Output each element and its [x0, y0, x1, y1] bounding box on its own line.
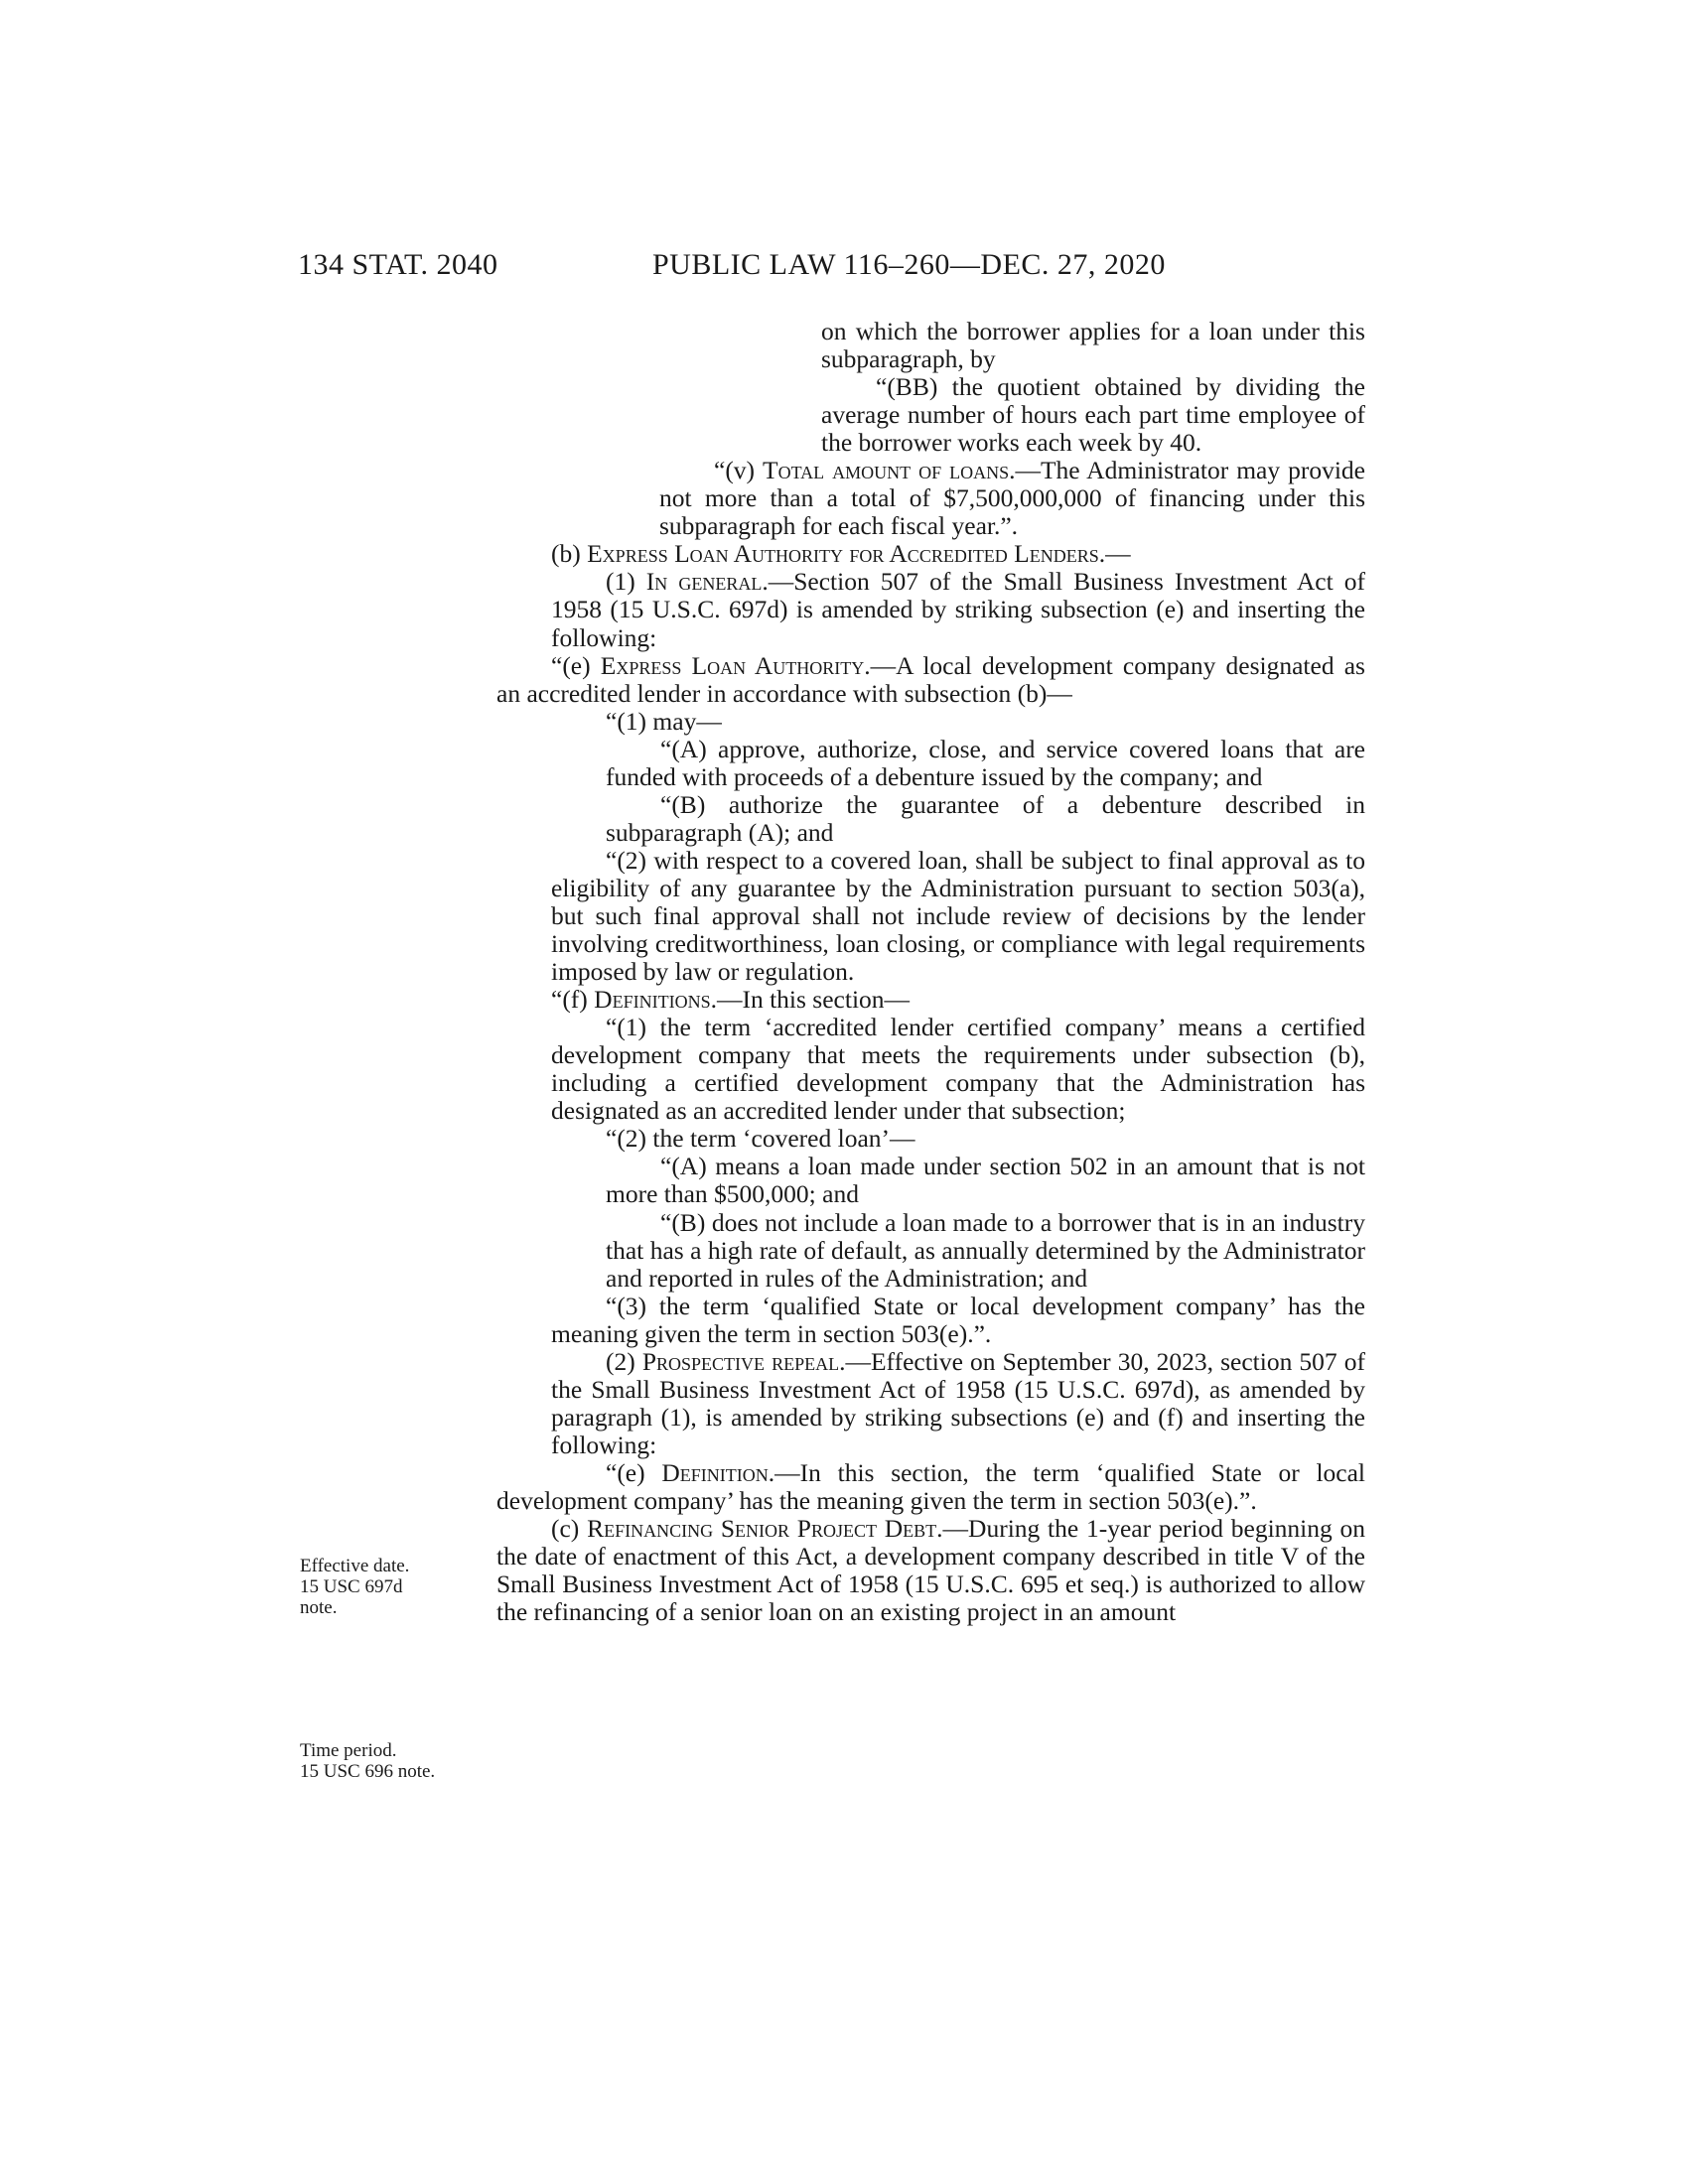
margin-note-line: 15 USC 697d	[300, 1576, 403, 1597]
paragraph-text: .—Section 507 of the Small Business Investment Act of 1958 (15 U.S.C. 697d) is amended by striking subsection (e) and inserting the following:	[551, 567, 1365, 652]
paragraph-prefix: “(e)	[551, 650, 601, 680]
document-body	[496, 318, 1365, 1626]
paragraph-prospective-repeal	[496, 1348, 1365, 1459]
margin-note-time-period	[300, 1740, 479, 1782]
paragraph-heading: Refinancing Senior Project Debt	[587, 1514, 937, 1544]
paragraph-heading: Prospective repeal	[641, 1346, 840, 1376]
margin-note-line: 15 USC 696 note.	[300, 1761, 436, 1782]
paragraph: “(A) means a loan made under section 502 in an amount that is not more than $500,000; and	[606, 1152, 1365, 1209]
margin-note-effective-date	[300, 1556, 479, 1618]
paragraph-heading: In general	[645, 567, 763, 597]
paragraph-refinancing-senior-project-debt	[496, 1515, 1365, 1626]
paragraph-prefix: (1)	[606, 567, 646, 597]
paragraph-heading: Express Loan Authority	[600, 650, 865, 680]
paragraph-text: .—	[1098, 539, 1131, 569]
paragraph-heading: Total amount of loans	[763, 456, 1010, 485]
margin-note-line: Effective date.	[300, 1556, 410, 1576]
paragraph-text: .—Effective on September 30, 2023, section 507 of the Small Business Investment Act of 1958 (15 U.S.C. 697d), as amended by paragraph (1), is amended by striking subsections (e) and (f) and inserting the following:	[551, 1346, 1365, 1459]
paragraph-prefix: (2)	[606, 1346, 642, 1376]
paragraph: “(1) may—	[606, 706, 722, 736]
margin-note-line: Time period.	[300, 1740, 397, 1761]
paragraph: “(3) the term ‘qualified State or local development company’ has the meaning given the term in section 503(e).”.	[551, 1291, 1365, 1348]
paragraph: “(BB) the quotient obtained by dividing the average number of hours each part time employee of the borrower works each week by 40.	[821, 372, 1365, 458]
paragraph-text: .—The Administrator may provide not more than a total of $7,500,000,000 of financing under this subparagraph for each fiscal year.”.	[659, 456, 1365, 541]
section-b-heading	[496, 540, 1365, 568]
paragraph-definitions	[496, 986, 1365, 1014]
stat-reference: 134 STAT. 2040	[298, 248, 498, 281]
paragraph-heading: Definition	[661, 1457, 769, 1487]
paragraph-total-amount-of-loans	[496, 457, 1365, 540]
margin-note-line: note.	[300, 1597, 338, 1618]
paragraph-in-general	[496, 568, 1365, 651]
paragraph-prefix: “(e)	[606, 1457, 662, 1487]
paragraph: “(A) approve, authorize, close, and service covered loans that are funded with proceeds of a debenture issued by the company; and	[606, 734, 1365, 791]
paragraph: “(2) the term ‘covered loan’—	[606, 1124, 915, 1154]
paragraph-prefix: (c)	[551, 1514, 588, 1544]
paragraph-text: .—During the 1-year period beginning on the date of enactment of this Act, a development company described in title V of the Small Business Investment Act of 1958 (15 U.S.C. 695 et seq.) is authorized to allow the refinancing of a senior loan on an existing project in an amount	[496, 1514, 1365, 1627]
paragraph-text: .—A local development company designated as an accredited lender in accordance with subsection (b)—	[496, 650, 1365, 708]
paragraph-heading: Express Loan Authority for Accredited Lenders	[587, 539, 1099, 569]
paragraph: on which the borrower applies for a loan under this subparagraph, by	[821, 317, 1365, 374]
page-header	[0, 248, 1688, 288]
paragraph-text: .—In this section, the term ‘qualified State or local development company’ has the meaning given the term in section 503(e).”.	[496, 1457, 1365, 1515]
paragraph-express-loan-authority	[496, 652, 1365, 708]
paragraph: “(2) with respect to a covered loan, shall be subject to final approval as to eligibility of any guarantee by the Administration pursuant to section 503(a), but such final approval shall not include review of decisions by the lender involving creditworthiness, loan closing, or compliance with legal requirements imposed by law or regulation.	[551, 845, 1365, 987]
paragraph: “(B) authorize the guarantee of a debenture described in subparagraph (A); and	[606, 789, 1365, 847]
paragraph-definition	[496, 1459, 1365, 1515]
paragraph: “(1) the term ‘accredited lender certified company’ means a certified development company that meets the requirements under subsection (b), including a certified development company that the Administration has designated as an accredited lender under that subsection;	[551, 1013, 1365, 1126]
paragraph: “(B) does not include a loan made to a borrower that is in an industry that has a high rate of default, as annually determined by the Administrator and reported in rules of the Administration; and	[606, 1207, 1365, 1293]
paragraph-heading: Definitions	[594, 985, 711, 1015]
paragraph-prefix: (b)	[551, 539, 588, 569]
paragraph-prefix: “(v)	[714, 456, 764, 485]
paragraph-prefix: “(f)	[551, 985, 595, 1015]
law-title: PUBLIC LAW 116–260—DEC. 27, 2020	[652, 248, 1166, 281]
paragraph-text: .—In this section—	[710, 985, 911, 1015]
